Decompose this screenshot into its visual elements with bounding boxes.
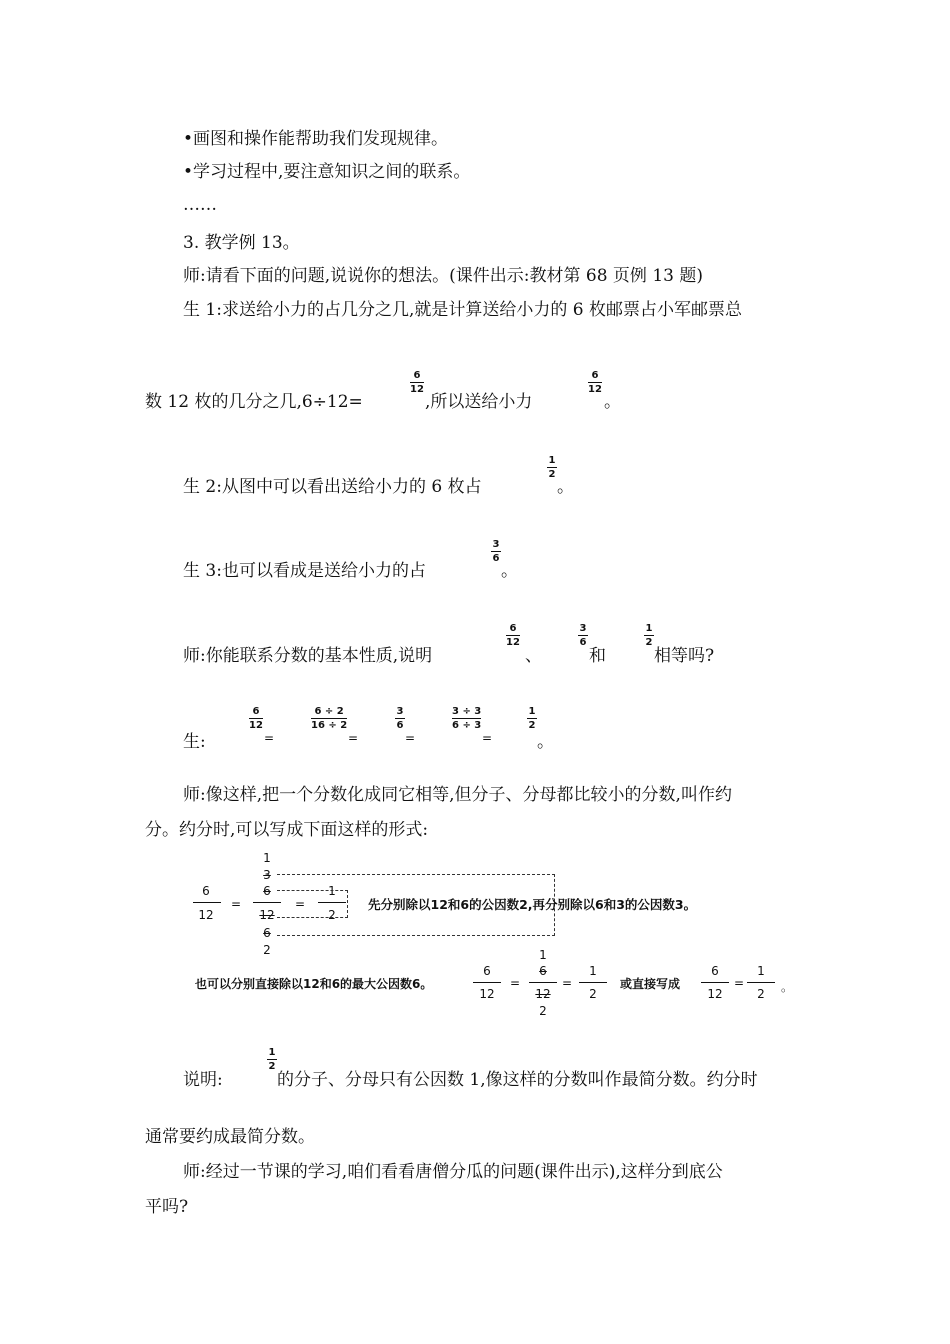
step-note: 先分别除以12和6的公因数2,再分别除以6和3的公因数3。 — [368, 897, 697, 912]
equals: = — [509, 976, 521, 990]
fraction-bar — [701, 982, 729, 983]
crossed-six: 6 — [539, 964, 547, 978]
numerator-one: 1 — [539, 948, 547, 962]
numerator: 6 — [483, 964, 491, 978]
equals: = — [405, 731, 416, 745]
numerator-one: 1 — [263, 851, 271, 865]
note-text: 的分子、分母只有公因数 1,像这样的分数叫作最简分数。约分时 — [277, 1070, 758, 1090]
fraction-bar — [579, 982, 607, 983]
equals: = — [561, 976, 573, 990]
period: 。 — [557, 477, 574, 497]
note-text-2: 通常要约成最简分数。 — [145, 1127, 315, 1147]
fraction-1-2: 1 2 — [548, 455, 556, 480]
crossed-six: 6 — [263, 926, 271, 940]
fraction-6-12: 6 12 — [588, 370, 602, 395]
dashed-guide — [277, 890, 348, 918]
denominator: 12 — [198, 908, 214, 922]
student1-line-a: 生 1:求送给小力的占几分之几,就是计算送给小力的 6 枚邮票占小军邮票总 — [183, 300, 742, 320]
numerator: 1 — [757, 964, 765, 978]
bullet-1: •画图和操作能帮助我们发现规律。 — [183, 129, 449, 149]
equals: = — [733, 976, 745, 990]
denominator: 12 — [479, 987, 495, 1001]
teacher-line-3a: 师:像这样,把一个分数化成同它相等,但分子、分母都比较小的分数,叫作约 — [183, 785, 732, 805]
fraction-6-12: 6 12 — [249, 706, 263, 731]
separator: 、 — [525, 646, 542, 666]
student3-line: 生 3:也可以看成是送给小力的占 — [183, 561, 426, 581]
fraction-1-2: 1 2 — [268, 1047, 276, 1072]
denominator: 2 — [757, 987, 765, 1001]
teacher-line-2: 师:你能联系分数的基本性质,说明 — [183, 646, 433, 666]
fraction-bar — [529, 982, 557, 983]
crossed-six: 6 — [263, 884, 271, 898]
student1-line-b: 数 12 枚的几分之几,6÷12= — [145, 392, 363, 412]
numerator: 6 — [202, 884, 210, 898]
fraction-bar — [747, 982, 775, 983]
teacher-line-4a: 师:经过一节课的学习,咱们看看唐僧分瓜的问题(课件出示),这样分到底公 — [183, 1162, 723, 1182]
fraction-bar — [193, 902, 221, 903]
equals: = — [348, 731, 359, 745]
student1-mid: ,所以送给小力 — [425, 392, 533, 412]
denominator-two: 2 — [539, 1004, 547, 1018]
fraction-1-2: 1 2 — [645, 623, 653, 648]
teacher-line-4b: 平吗? — [145, 1197, 189, 1217]
equals: = — [230, 897, 242, 911]
denominator: 2 — [328, 908, 336, 922]
fraction-3-6: 3 6 — [579, 623, 587, 648]
ellipsis: …… — [183, 195, 217, 215]
period: 。 — [537, 732, 554, 752]
student-label: 生: — [183, 732, 206, 752]
period: 。 — [780, 980, 793, 994]
numerator: 6 — [711, 964, 719, 978]
period: 。 — [604, 392, 621, 412]
fraction-6-12: 6 12 — [506, 623, 520, 648]
denominator: 12 — [707, 987, 723, 1001]
fraction-6-12: 6 12 — [410, 370, 424, 395]
crossed-twelve: 12 — [259, 908, 275, 922]
note-label: 说明: — [183, 1070, 223, 1090]
period: 。 — [501, 561, 518, 581]
and-word: 和 — [589, 646, 606, 666]
equals: = — [482, 731, 493, 745]
direct-note: 也可以分别直接除以12和6的最大公因数6。 — [195, 977, 433, 991]
section-heading: 3. 教学例 13。 — [183, 233, 300, 253]
fraction-3div3-6div3: 3 ÷ 3 6 ÷ 3 — [452, 706, 482, 731]
fraction-3-6: 3 6 — [396, 706, 404, 731]
denominator: 2 — [589, 987, 597, 1001]
teacher-line-3b: 分。约分时,可以写成下面这样的形式: — [145, 820, 429, 840]
fraction-3-6: 3 6 — [492, 539, 500, 564]
fraction-1-2: 1 2 — [528, 706, 536, 731]
teacher-line-1: 师:请看下面的问题,说说你的想法。(课件出示:教材第 68 页例 13 题) — [183, 266, 704, 286]
crossed-twelve: 12 — [535, 987, 551, 1001]
fraction-bar — [473, 982, 501, 983]
numerator: 1 — [589, 964, 597, 978]
equals: = — [294, 897, 306, 911]
student2-line: 生 2:从图中可以看出送给小力的 6 枚占 — [183, 477, 482, 497]
bullet-2: •学习过程中,要注意知识之间的联系。 — [183, 162, 471, 182]
fraction-6div2-12div2: 6 ÷ 2 16 ÷ 2 — [311, 706, 348, 731]
equals: = — [264, 731, 275, 745]
crossed-three: 3 — [263, 868, 271, 882]
teacher2-end: 相等吗? — [654, 646, 715, 666]
numerator: 1 — [328, 884, 336, 898]
or-note: 或直接写成 — [620, 977, 681, 991]
denominator-two: 2 — [263, 943, 271, 957]
